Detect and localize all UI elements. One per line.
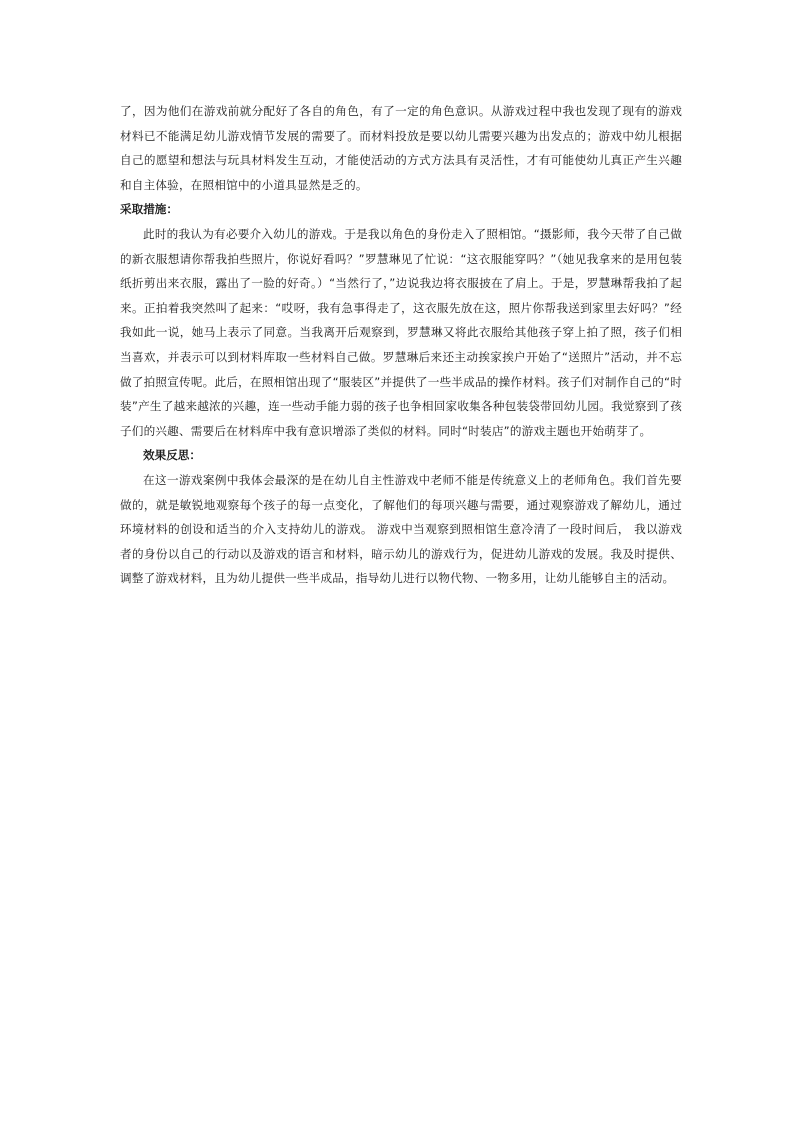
paragraph-reflection: 在这一游戏案例中我体会最深的是在幼儿自主性游戏中老师不能是传统意义上的老师角色。我们首先要做的，就是敏锐地观察每个孩子的每一点变化，了解他们的每项兴趣与需要，通过观察游戏了解幼儿，通过环境材料的创设和适当的介入支持幼儿的游戏。 游戏中当观察到照相馆生意冷清了一段时间后， 我以游戏者的身份以自己的行动以及游戏的语言和材料，暗示幼儿的游戏行为，促进幼儿游戏的发展。我及时提供、调整了游戏材料，且为幼儿提供一些半成品，指导幼儿进行以物代物、一物多用，让幼儿能够自主的活动。	[120, 472, 682, 586]
heading-measures: 采取措施：	[120, 202, 178, 217]
heading-reflection: 效果反思：	[143, 448, 201, 463]
document-page	[120, 99, 682, 591]
paragraph-measures: 此时的我认为有必要介入幼儿的游戏。于是我以角色的身份走入了照相馆。“摄影师，我今天带了自己做的新衣服想请你帮我拍些照片，你说好看吗？”罗慧琳见了忙说：“这衣服能穿吗？”（她见我拿来的是用包装纸折剪出来衣服，露出了一脸的好奇。）“当然行了，”边说我边将衣服披在了肩上。于是，罗慧琳帮我拍了起来。正拍着我突然叫了起来：“哎呀，我有急事得走了，这衣服先放在这，照片你帮我送到家里去好吗？”经我如此一说，她马上表示了同意。当我离开后观察到，罗慧琳又将此衣服给其他孩子穿上拍了照，孩子们相当喜欢，并表示可以到材料库取一些材料自己做。罗慧琳后来还主动挨家挨户开始了“送照片”活动，并不忘做了拍照宣传呢。此后，在照相馆出现了“服装区”并提供了一些半成品的操作材料。孩子们对制作自己的“时装”产生了越来越浓的兴趣，连一些动手能力弱的孩子也争相回家收集各种包装袋带回幼儿园。我觉察到了孩子们的兴趣、需要后在材料库中我有意识增添了类似的材料。同时“时装店”的游戏主题也开始萌芽了。	[120, 226, 682, 438]
paragraph-intro: 了，因为他们在游戏前就分配好了各自的角色，有了一定的角色意识。从游戏过程中我也发现了现有的游戏材料已不能满足幼儿游戏情节发展的需要了。而材料投放是要以幼儿需要兴趣为出发点的；游戏中幼儿根据自己的愿望和想法与玩具材料发生互动，才能使活动的方式方法具有灵活性，才有可能使幼儿真正产生兴趣和自主体验，在照相馆中的小道具显然是乏的。	[120, 104, 682, 192]
